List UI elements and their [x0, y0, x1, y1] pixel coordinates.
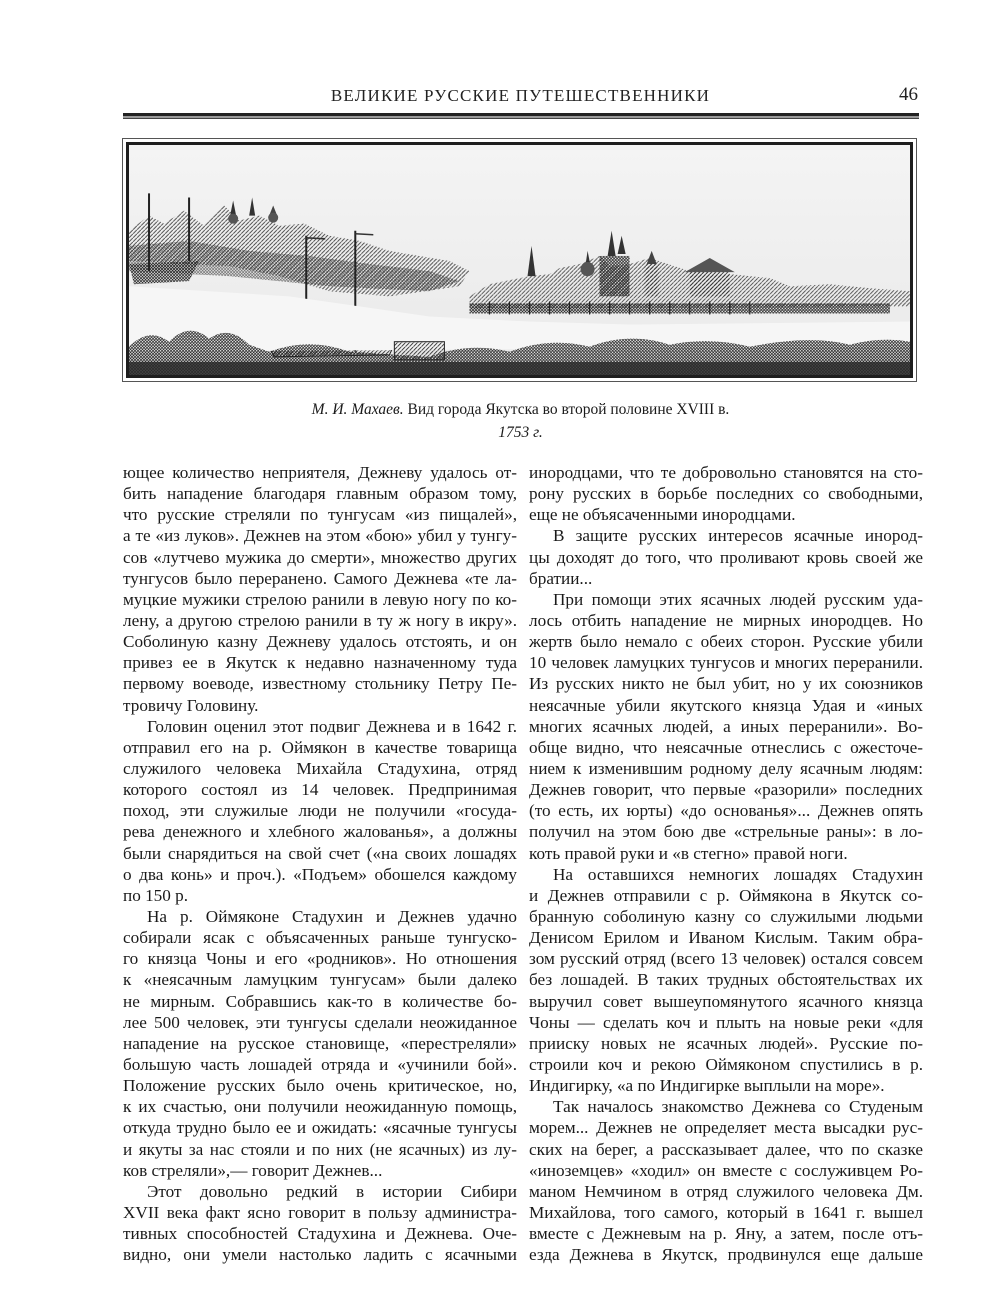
text-line: бранную соболиную казну со служилыми людьми — [529, 906, 923, 926]
text-line: получил на этом бою две «стрельные раны»: в ло- — [529, 822, 923, 842]
header-rule-divider — [123, 113, 919, 119]
text-line: нападение на русское становище, «перестреляли» — [123, 1033, 517, 1053]
text-line: Так началось знакомство Дежнева со Студеным — [553, 1097, 923, 1117]
text-line: были снарядиться на свой счет («на своих лошадях — [123, 843, 517, 863]
text-line: Чоны — сделать коч и плыть на новые реки «для — [529, 1012, 923, 1032]
text-line: (то есть, их юрты) «до основанья»... Дежнев опять — [529, 801, 923, 821]
text-line: собирали ясак с объясаченных раньше тунгуско- — [123, 928, 517, 948]
text-line: коть правой руки и «в стегно» правой ноги. — [529, 843, 848, 863]
text-line: муцкие мужики стрелою ранили в левую ногу по ко- — [123, 589, 517, 609]
text-line: Соболиную казну Дежневу удалось отстоять, и он — [123, 632, 517, 652]
text-line: к «неясачным ламуцким тунгусам» были далеко — [123, 970, 517, 990]
text-line: о два конь» и проч.). «Подъем» обошелся каждому — [123, 864, 517, 884]
text-line: видно, они умели настолько ладить с ясачными — [123, 1245, 517, 1265]
text-line: отправил его на р. Оймякон в качестве товарища — [123, 737, 517, 757]
text-line: ков стреляли»,— говорит Дежнев... — [123, 1160, 383, 1180]
text-line: которого состоял из 14 человек. Предпринимая — [123, 780, 517, 800]
text-line: еще не объясаченными инородцами. — [529, 505, 796, 525]
text-line: Индигирку, «а по Индигирке выплыли на море». — [529, 1076, 885, 1096]
text-line: зом русский отряд (всего 13 человек) остался совсем — [529, 949, 923, 969]
text-line: Дежнев говорит, что первые «разорили» последних — [529, 780, 923, 800]
text-line: и Дежнев отправили с р. Оймякона в Якутск со- — [529, 885, 923, 905]
text-line: большую часть лошадей отряда и «учинили бой». — [123, 1054, 517, 1074]
text-line: лее 500 человек, эти тунгусы сделали неожиданное — [123, 1012, 517, 1032]
text-line: маном Немчином в отряд служилого человека Дм. — [529, 1181, 923, 1201]
text-line: При помощи этих ясачных людей русским уда- — [553, 589, 923, 609]
figure-caption — [123, 401, 918, 419]
text-line: На р. Оймяконе Стадухин и Дежнев удачно — [147, 906, 517, 926]
text-line: ских на берег, а рассказывает далее, что по сказке — [529, 1139, 923, 1159]
text-line: лену, а другою стрелою ранили в ту ж ногу в икру». — [123, 610, 517, 630]
text-column-left — [123, 462, 517, 1265]
text-line: без лошадей. В таких трудных обстоятельствах их — [529, 970, 923, 990]
text-line: лось отбить нападение не мирных инородцев. Но — [529, 610, 923, 630]
text-line: жертв было немало с обеих сторон. Русские убили — [529, 632, 923, 652]
text-line: многих ясачных людей, а иных переранили». Во- — [529, 716, 923, 736]
text-line: XVII века факт ясно говорит в пользу администра- — [123, 1202, 517, 1222]
text-line: Михайлова, того самого, который в 1641 г. вышел — [529, 1202, 923, 1222]
text-line: Денисом Ерилом и Иваном Кислым. Таким обра- — [529, 928, 923, 948]
text-line: На оставшихся немногих лошадях Стадухин — [553, 864, 923, 884]
yakutsk-engraving-illustration — [129, 145, 910, 375]
caption-year: 1753 г. — [498, 424, 543, 441]
text-column-right — [529, 462, 923, 1265]
text-line: по 150 р. — [123, 885, 189, 905]
text-line: братии... — [529, 568, 593, 588]
text-line: 10 человек ламуцких тунгусов и многих переранили. — [529, 653, 923, 673]
text-line: вместе с Дежневым на р. Яну, а затем, после отъ- — [529, 1224, 923, 1244]
text-line: тунгусов было переранено. Самого Дежнева «те ла- — [123, 568, 517, 588]
text-line: рону русских в борьбе последних со свободными, — [529, 484, 923, 504]
text-line: езда Дежнева в Якутск, продвинулся еще дальше — [529, 1245, 923, 1265]
text-line: прииску новых не ясачных людей». Русские по- — [529, 1033, 923, 1053]
text-line: Из русских никто не был убит, но у их союзников — [529, 674, 923, 694]
engraving-figure — [122, 138, 917, 382]
text-line: строили коч и рекою Оймяконом спустились в р. — [529, 1054, 923, 1074]
text-line: поход, эти служилые люди не получили «госуда- — [123, 801, 517, 821]
text-line: привез ее в Якутск к недавно назначенному туда — [123, 653, 517, 673]
text-line: цы доходят до того, что проливают кровь своей же — [529, 547, 923, 567]
text-line: неясачные убили якутского князца Удая и «иных — [529, 695, 923, 715]
text-line: ющее количество неприятеля, Дежневу удалось от- — [123, 463, 517, 482]
text-line: откуда трудно было ее и ожидать: «ясачные тунгусы — [123, 1118, 517, 1138]
text-line: нием к изменившим родному делу ясачным людям: — [529, 758, 923, 778]
text-line: Этот довольно редкий в истории Сибири — [147, 1181, 517, 1201]
page-number: 46 — [899, 84, 918, 105]
text-line: бить нападение благодаря главным образом тому, — [123, 484, 517, 504]
text-line: Головин оценил этот подвиг Дежнева и в 1642 г. — [147, 716, 517, 736]
text-line: а те «из луков». Дежнев на этом «бою» убил у тунгу- — [123, 526, 517, 546]
caption-title: Вид города Якутска во второй половине XVIII в. — [403, 401, 730, 418]
text-line: служилого человека Михайла Стадухина, отряд — [123, 758, 517, 778]
text-line: что русские стреляли по тунгусам «из пищалей», — [123, 505, 517, 525]
text-line: не мирным. Собравшись как-то в количестве бо- — [123, 991, 517, 1011]
text-line: и якуты за нас стояли и по них (не ясачных) из лу- — [123, 1139, 517, 1159]
text-line: морем... Дежнев не определяет места высадки рус- — [529, 1118, 923, 1138]
engraving-image — [126, 142, 913, 378]
running-title: ВЕЛИКИЕ РУССКИЕ ПУТЕШЕСТВЕННИКИ — [330, 86, 711, 105]
text-line: тивных способностей Стадухина и Дежнева. Оче- — [123, 1224, 517, 1244]
text-line: рева денежного и хлебного жалованья», а должны — [123, 822, 517, 842]
text-line: сов «лутчево мужика до смерти», множество других — [123, 547, 517, 567]
text-line: первому воеводе, известному стольнику Петру Пе- — [123, 674, 517, 694]
text-line: «иноземцев» «ходил» он вместе с сослуживцем Ро- — [529, 1160, 923, 1180]
text-line: обще видно, что неясачные отнеслись с ожесточе- — [529, 737, 923, 757]
text-line: к их счастью, они получили неожиданную помощь, — [123, 1097, 517, 1117]
text-line: выручил совет вышеупомянутого ясачного князца — [529, 991, 923, 1011]
text-line: В защите русских интересов ясачные инород- — [553, 526, 923, 546]
caption-author: М. И. Махаев. — [311, 401, 404, 418]
text-line: Положение русских было очень критическое, но, — [123, 1076, 517, 1096]
text-line: тровичу Головину. — [123, 695, 259, 715]
text-line: инородцами, что те добровольно становятся на сто- — [529, 463, 923, 482]
text-line: го князца Чоны и его «родников». Но отношения — [123, 949, 517, 969]
